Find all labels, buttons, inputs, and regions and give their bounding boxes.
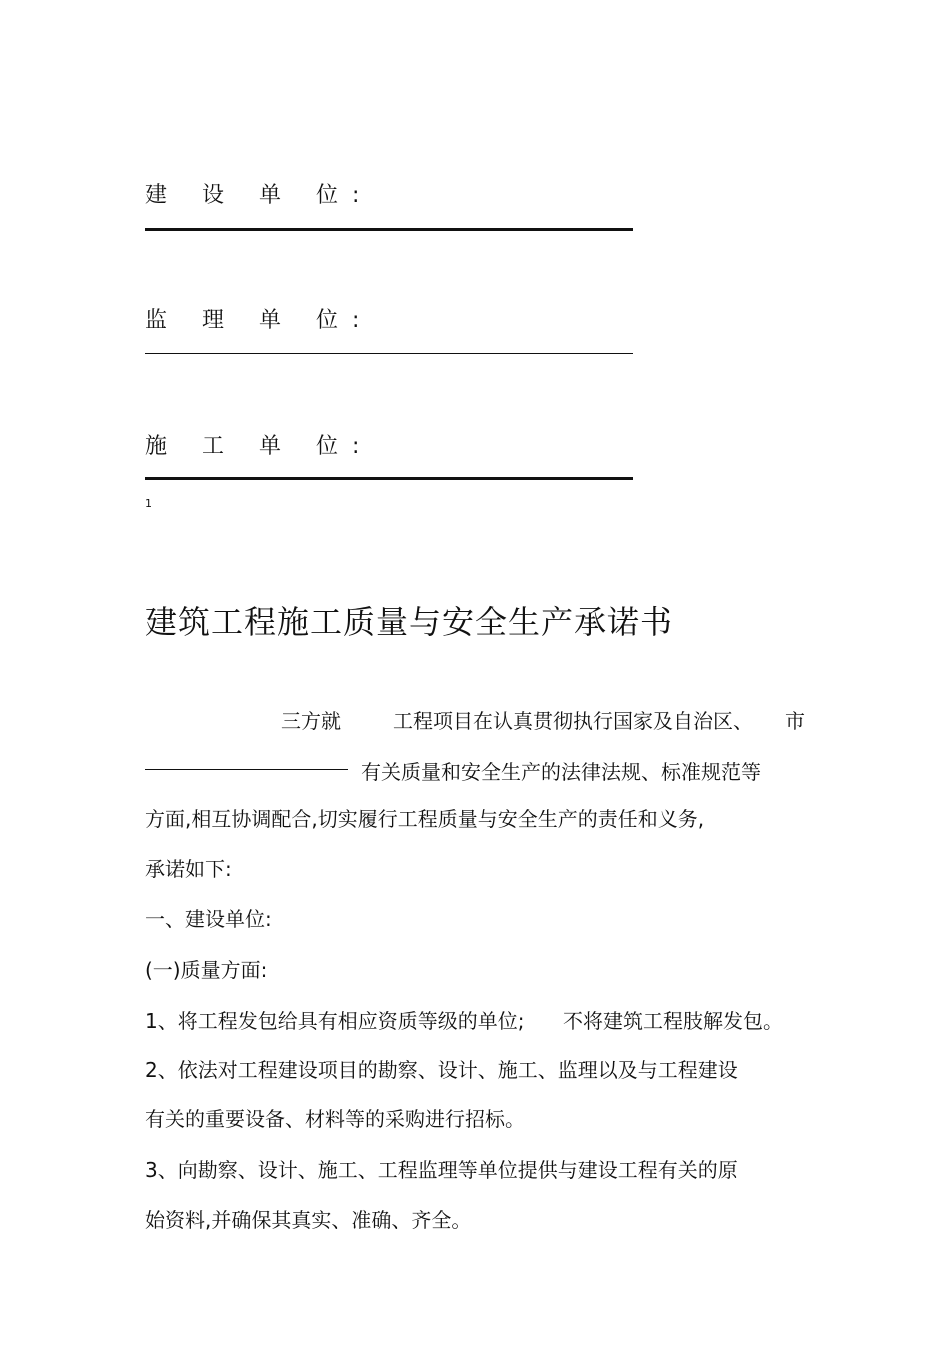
construction-unit-label: 建 设 单 位: [145, 183, 374, 208]
item-3-line1: 3、向勘察、设计、施工、工程监理等单位提供与建设工程有关的原 [145, 1158, 738, 1182]
intro-text-part3: 市 [785, 709, 805, 733]
intro-text-part2: 工程项目在认真贯彻执行国家及自治区、 [393, 709, 753, 733]
supervision-unit-signature-line [145, 353, 633, 354]
item-2-line1: 2、依法对工程建设项目的勘察、设计、施工、监理以及与工程建设 [145, 1058, 738, 1082]
construction-unit-signature-line [145, 228, 633, 231]
document-title: 建筑工程施工质量与安全生产承诺书 [145, 603, 674, 641]
contractor-unit-label: 施 工 单 位: [145, 434, 374, 459]
section-heading-construction-unit: 一、建设单位: [145, 907, 272, 931]
item-1-part2: 不将建筑工程肢解发包。 [563, 1009, 783, 1033]
page-number: 1 [145, 497, 152, 510]
intro-text-part1: 三方就 [281, 709, 341, 733]
item-1-part1: 1、将工程发包给具有相应资质等级的单位; [145, 1009, 525, 1033]
item-3-line2: 始资料,并确保其真实、准确、齐全。 [145, 1208, 472, 1232]
intro-text-line2: 有关质量和安全生产的法律法规、标准规范等 [361, 760, 761, 784]
supervision-unit-label: 监 理 单 位: [145, 308, 374, 333]
item-2-line2: 有关的重要设备、材料等的采购进行招标。 [145, 1107, 525, 1131]
intro-text-line3: 方面,相互协调配合,切实履行工程质量与安全生产的责任和义务, [145, 807, 705, 831]
subsection-heading-quality: (一)质量方面: [145, 958, 268, 982]
contractor-unit-signature-line [145, 477, 633, 480]
intro-text-line4: 承诺如下: [145, 857, 232, 881]
city-blank-line [145, 769, 348, 770]
